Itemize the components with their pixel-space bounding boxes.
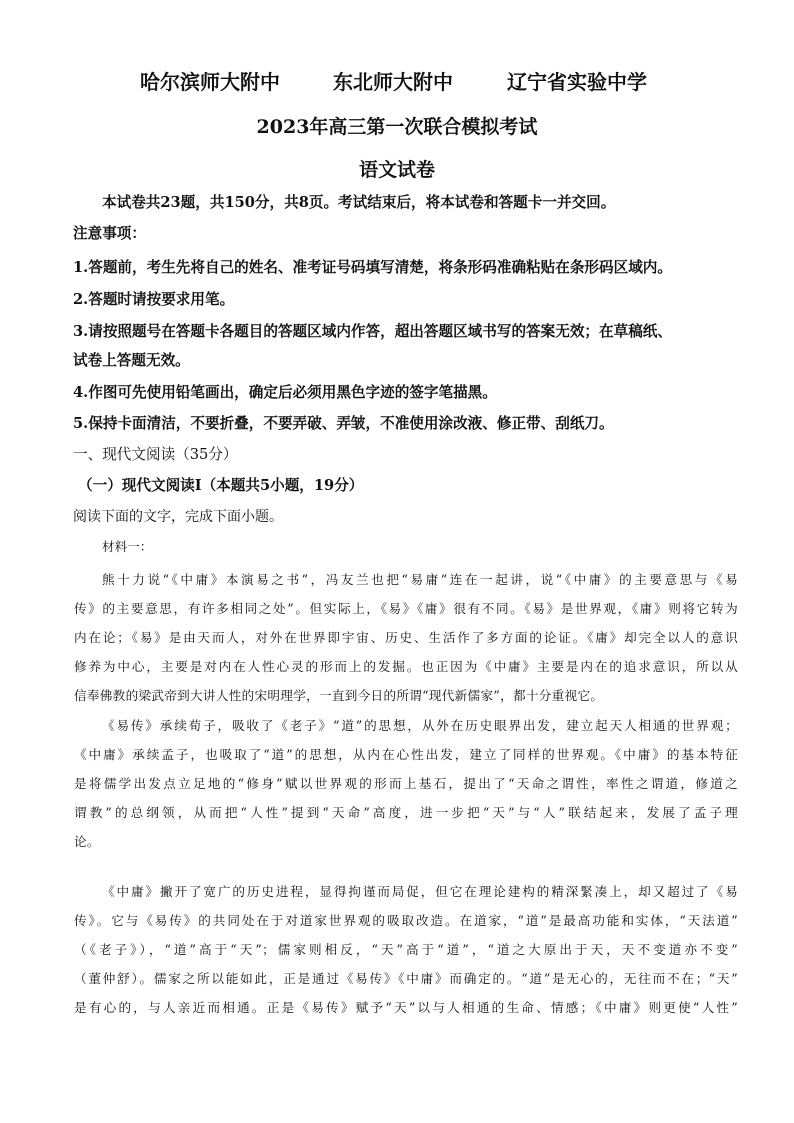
exam-intro: 本试卷共23题，共150分，共8页。考试结束后，将本试卷和答题卡一并交回。: [102, 194, 616, 211]
note-item: 2.答题时请按要求用笔。: [73, 291, 235, 308]
material-label: 材料一：: [102, 539, 153, 554]
paragraph-line: 传》。它与《易传》的共同处在于对道家世界观的吸取改造。在道家，“道”是最高功能和实体，“天法道”: [74, 913, 738, 928]
note-item: 3.请按照题号在答题卡各题目的答题区域内作答，超出答题区域书写的答案无效；在草稿纸、: [73, 323, 672, 340]
section-heading: 一、现代文阅读（35分）: [73, 446, 238, 463]
paragraph-line: 是将儒学出发点立足地的“修身”赋以世界观的形而上基石，提出了“天命之谓性，率性之谓道，修道之: [74, 776, 738, 791]
exam-title: 2023年高三第一次联合模拟考试: [256, 116, 538, 138]
reading-instruction: 阅读下面的文字，完成下面小题。: [73, 509, 283, 525]
paragraph-line: 《中庸》撇开了宽广的历史进程，显得拘谨而局促，但它在理论建构的精深緊凑上，却又超过了《易: [102, 884, 738, 899]
passage-paragraph-2: [74, 711, 738, 856]
paragraph-line: 《中庸》承续孟子，也吸取了“道”的思想，从内在心性出发，建立了同样的世界观。《中庸》的基本特征: [74, 747, 738, 762]
paragraph-line: （董仲舒）。儒家之所以能如此，正是通过《易传》《中庸》而确定的。“道”是无心的，无往而不在；“天”: [74, 971, 738, 986]
note-item: 1.答题前，考生先将自己的姓名、准考证号码填写清楚，将条形码准确粘贴在条形码区域内。: [73, 259, 672, 276]
paragraph-line: 论。: [74, 834, 100, 849]
note-item: 5.保持卡面清洁，不要折叠，不要弄破、弄皱，不准使用涂改液、修正带、刮纸刀。: [73, 415, 614, 432]
note-item-continued: 试卷上答题无效。: [73, 352, 190, 369]
paragraph-line: 信奉佛教的梁武帝到大讲人性的宋明理学，一直到今日的所谓“现代新儒家”，都十分重视它。: [74, 688, 604, 703]
paragraph-line: 是有心的，与人亲近而相通。正是《易传》赋予“天”以与人相通的生命、情感；《中庸》则更使“人性”: [74, 1000, 738, 1015]
paragraph-line: 内在论；《易》是由天而人，对外在世界即宇宙、历史、生活作了多方面的论证。《庸》却完全以人的意识: [74, 630, 738, 645]
paragraph-line: 熊十力说“《中庸》本演易之书”，冯友兰也把“易庸”连在一起讲，说“《中庸》的主要意思与《易: [102, 572, 738, 587]
note-item: 4.作图可先使用铅笔画出，确定后必须用黑色字迹的签字笔描黑。: [73, 384, 497, 401]
notes-heading: 注意事项：: [73, 225, 146, 242]
school-name-liaoning: 辽宁省实验中学: [507, 70, 647, 94]
paragraph-line: 传》的主要意思，有许多相同之处”。但实际上，《易》《庸》很有不同。《易》是世界观，《庸》则将它转为: [74, 601, 738, 616]
subsection-heading: （一）现代文阅读Ⅰ（本题共5小题，19分）: [78, 477, 364, 494]
paragraph-line: 修养为中心，主要是对内在人性心灵的形而上的发掘。也正因为《中庸》主要是内在的追求意识，所以从: [74, 659, 738, 674]
paper-title: 语文试卷: [358, 159, 435, 181]
school-header: [0, 66, 794, 98]
paragraph-line: 谓教”的总纲领，从而把“人性”提到“天命”高度，进一步把“天”与“人”联结起来，发展了孟子理: [74, 805, 738, 820]
school-name-harbin: 哈尔滨师大附中: [140, 70, 280, 94]
passage-paragraph-3: [74, 877, 738, 1022]
passage-paragraph-1: [74, 565, 738, 710]
school-name-northeast: 东北师大附中: [333, 70, 453, 94]
paragraph-line: 《易传》承续荀子，吸收了《老子》“道”的思想，从外在历史眼界出发，建立起天人相通的世界观；: [102, 718, 738, 733]
paragraph-line: （《老子》），“道”高于“天”；儒家则相反，“天”高于“道”，“道之大原出于天，天不变道亦不变”: [74, 942, 738, 957]
